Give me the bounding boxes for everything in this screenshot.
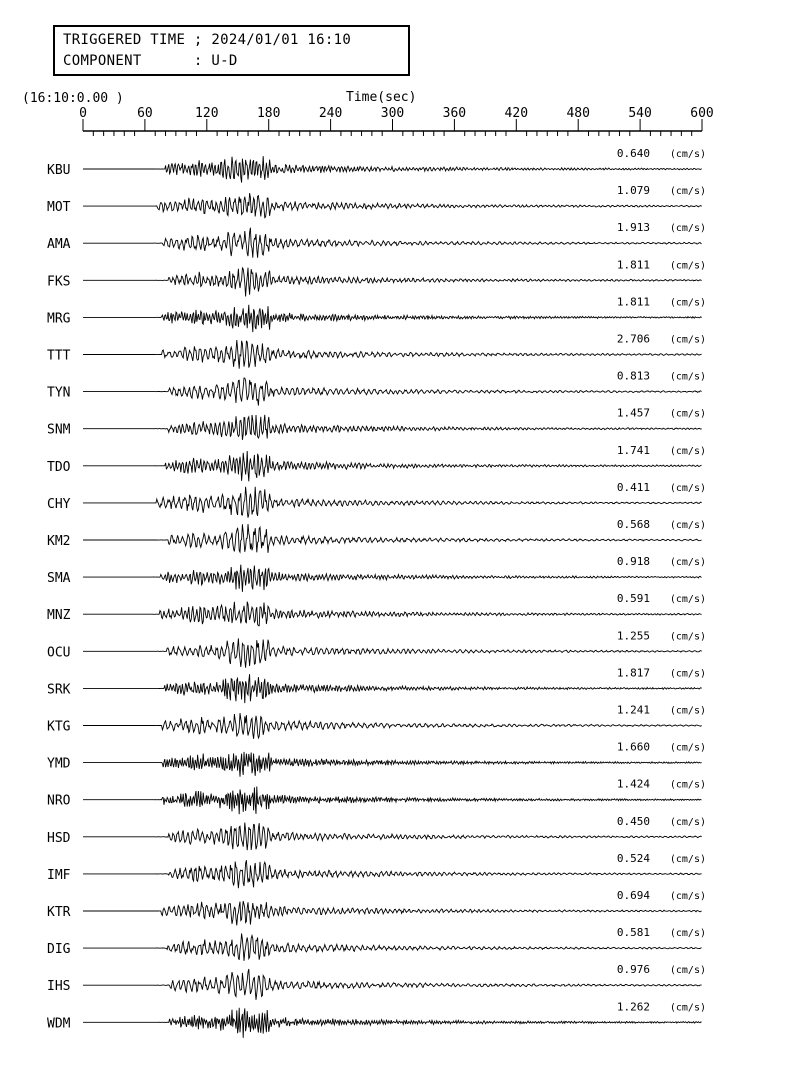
peak-unit: (cm/s)	[669, 928, 706, 940]
peak-amplitude: 0.813	[616, 369, 650, 383]
peak-unit: (cm/s)	[669, 371, 706, 383]
station-code: NRO	[47, 793, 71, 809]
x-tick-label: 540	[628, 106, 652, 121]
x-tick-label: 0	[79, 106, 87, 121]
peak-amplitude: 0.568	[616, 518, 650, 531]
peak-amplitude: 2.706	[616, 332, 650, 346]
component-line: COMPONENT : U-D	[63, 53, 238, 69]
peak-unit: (cm/s)	[669, 260, 706, 272]
peak-unit: (cm/s)	[669, 705, 706, 717]
peak-amplitude: 1.255	[616, 629, 650, 643]
peak-amplitude: 1.811	[616, 258, 650, 272]
waveform-line	[83, 787, 702, 815]
waveform-line	[83, 933, 702, 960]
station-trace-ymd	[47, 741, 706, 777]
peak-unit: (cm/s)	[669, 1002, 706, 1014]
peak-amplitude: 1.262	[616, 1000, 650, 1014]
peak-amplitude: 1.811	[616, 295, 650, 309]
start-time-label: (16:10:0.00 )	[22, 91, 124, 106]
waveform-line	[83, 524, 702, 553]
station-code: TDO	[47, 459, 71, 475]
x-tick-label: 480	[566, 106, 590, 121]
station-code: SMA	[47, 571, 71, 587]
peak-unit: (cm/s)	[669, 779, 706, 791]
peak-unit: (cm/s)	[669, 297, 706, 309]
station-trace-ktr	[47, 889, 706, 925]
waveform-line	[83, 415, 702, 440]
peak-amplitude: 1.817	[616, 666, 650, 680]
waveform-line	[83, 901, 702, 925]
peak-unit: (cm/s)	[669, 668, 706, 680]
station-code: AMA	[47, 237, 71, 253]
station-code: FKS	[47, 274, 71, 290]
station-code: WDM	[47, 1016, 71, 1032]
waveform-line	[83, 487, 702, 518]
station-trace-dig	[47, 926, 706, 961]
waveform-line	[83, 860, 702, 888]
peak-unit: (cm/s)	[669, 186, 706, 198]
station-trace-ttt	[47, 333, 706, 369]
station-code: KM2	[47, 534, 71, 549]
peak-amplitude: 0.918	[616, 555, 650, 569]
waveform-traces	[47, 147, 706, 1038]
station-trace-tdo	[47, 444, 706, 482]
x-tick-label: 300	[380, 106, 405, 121]
station-code: SRK	[47, 682, 71, 698]
station-code: CHY	[47, 496, 71, 512]
peak-unit: (cm/s)	[669, 223, 706, 235]
station-trace-srk	[47, 666, 706, 703]
station-trace-sma	[47, 555, 706, 592]
station-trace-mot	[47, 184, 706, 218]
waveform-line	[83, 713, 702, 739]
waveform-line	[83, 451, 702, 481]
waveform-line	[83, 340, 702, 369]
waveform-line	[83, 752, 702, 777]
waveform-line	[83, 156, 702, 182]
station-code: YMD	[47, 756, 71, 772]
station-code: IHS	[47, 979, 71, 995]
peak-amplitude: 0.976	[616, 963, 650, 977]
station-trace-chy	[47, 481, 706, 518]
peak-unit: (cm/s)	[669, 965, 706, 977]
station-trace-ocu	[47, 629, 706, 667]
waveform-line	[83, 305, 702, 332]
waveform-line	[83, 969, 702, 1000]
triggered-time-value: 2024/01/01 16:10	[211, 32, 352, 48]
triggered-time-label: TRIGGERED TIME	[63, 32, 186, 48]
waveform-line	[83, 1008, 702, 1038]
peak-amplitude: 0.524	[616, 851, 650, 865]
peak-unit: (cm/s)	[669, 445, 706, 457]
station-trace-snm	[47, 407, 706, 440]
component-label: COMPONENT	[63, 53, 142, 69]
peak-amplitude: 1.741	[616, 443, 650, 457]
peak-amplitude: 1.241	[616, 703, 650, 717]
peak-unit: (cm/s)	[669, 631, 706, 643]
station-trace-tyn	[47, 370, 706, 406]
peak-amplitude: 0.591	[616, 592, 650, 606]
station-trace-km2	[47, 518, 706, 553]
waveform-line	[83, 228, 702, 258]
station-trace-mnz	[47, 592, 706, 626]
station-code: KTG	[47, 719, 71, 735]
station-trace-mrg	[47, 295, 706, 332]
peak-unit: (cm/s)	[669, 594, 706, 606]
peak-amplitude: 1.913	[616, 221, 650, 235]
waveform-line	[83, 674, 702, 703]
station-trace-imf	[47, 852, 706, 888]
waveform-line	[83, 638, 702, 667]
peak-unit: (cm/s)	[669, 408, 706, 420]
x-tick-label: 600	[690, 106, 714, 121]
peak-unit: (cm/s)	[669, 816, 706, 828]
station-code: HSD	[47, 830, 71, 846]
station-code: DIG	[47, 942, 71, 958]
station-trace-fks	[47, 258, 706, 296]
station-trace-nro	[47, 778, 706, 815]
peak-amplitude: 1.079	[616, 184, 650, 198]
x-tick-label: 60	[137, 106, 153, 121]
waveform-line	[83, 193, 702, 218]
waveform-line	[83, 565, 702, 592]
peak-unit: (cm/s)	[669, 891, 706, 902]
peak-unit: (cm/s)	[669, 334, 706, 346]
peak-amplitude: 1.457	[616, 406, 650, 420]
x-tick-label: 180	[256, 106, 281, 121]
time-axis	[79, 106, 714, 136]
station-code: TTT	[47, 348, 71, 364]
station-trace-hsd	[47, 815, 706, 850]
peak-amplitude: 1.424	[616, 777, 650, 791]
component-value: U-D	[211, 53, 238, 69]
x-tick-label: 360	[442, 106, 467, 121]
station-trace-ihs	[47, 963, 706, 1000]
waveform-line	[83, 823, 702, 851]
station-code: KBU	[47, 163, 71, 178]
station-trace-ama	[47, 221, 706, 258]
station-trace-ktg	[47, 704, 706, 739]
x-tick-label: 240	[318, 106, 343, 121]
station-code: MOT	[47, 200, 71, 216]
peak-amplitude: 1.660	[616, 740, 650, 754]
x-tick-label: 420	[504, 106, 529, 121]
peak-unit: (cm/s)	[669, 520, 706, 531]
station-code: IMF	[47, 867, 71, 883]
peak-amplitude: 0.694	[616, 889, 650, 902]
station-trace-kbu	[47, 147, 706, 183]
station-code: SNM	[47, 422, 71, 438]
station-code: TYN	[47, 385, 71, 401]
station-code: MRG	[47, 311, 71, 327]
peak-unit: (cm/s)	[669, 557, 706, 569]
peak-amplitude: 0.450	[616, 814, 650, 828]
station-trace-wdm	[47, 1000, 706, 1038]
peak-unit: (cm/s)	[669, 742, 706, 754]
peak-amplitude: 0.581	[616, 926, 650, 940]
waveform-line	[83, 378, 702, 406]
peak-amplitude: 0.640	[616, 147, 650, 160]
x-tick-label: 120	[195, 106, 219, 121]
peak-amplitude: 0.411	[616, 480, 650, 494]
station-code: MNZ	[47, 608, 71, 624]
x-axis-label: Time(sec)	[346, 90, 417, 105]
waveform-line	[83, 268, 702, 297]
peak-unit: (cm/s)	[669, 482, 706, 494]
station-code: OCU	[47, 645, 71, 661]
peak-unit: (cm/s)	[669, 149, 706, 160]
triggered-time-line: TRIGGERED TIME ; 2024/01/01 16:10	[63, 32, 352, 48]
peak-unit: (cm/s)	[669, 853, 706, 865]
station-code: KTR	[47, 905, 71, 920]
waveform-line	[83, 602, 702, 626]
